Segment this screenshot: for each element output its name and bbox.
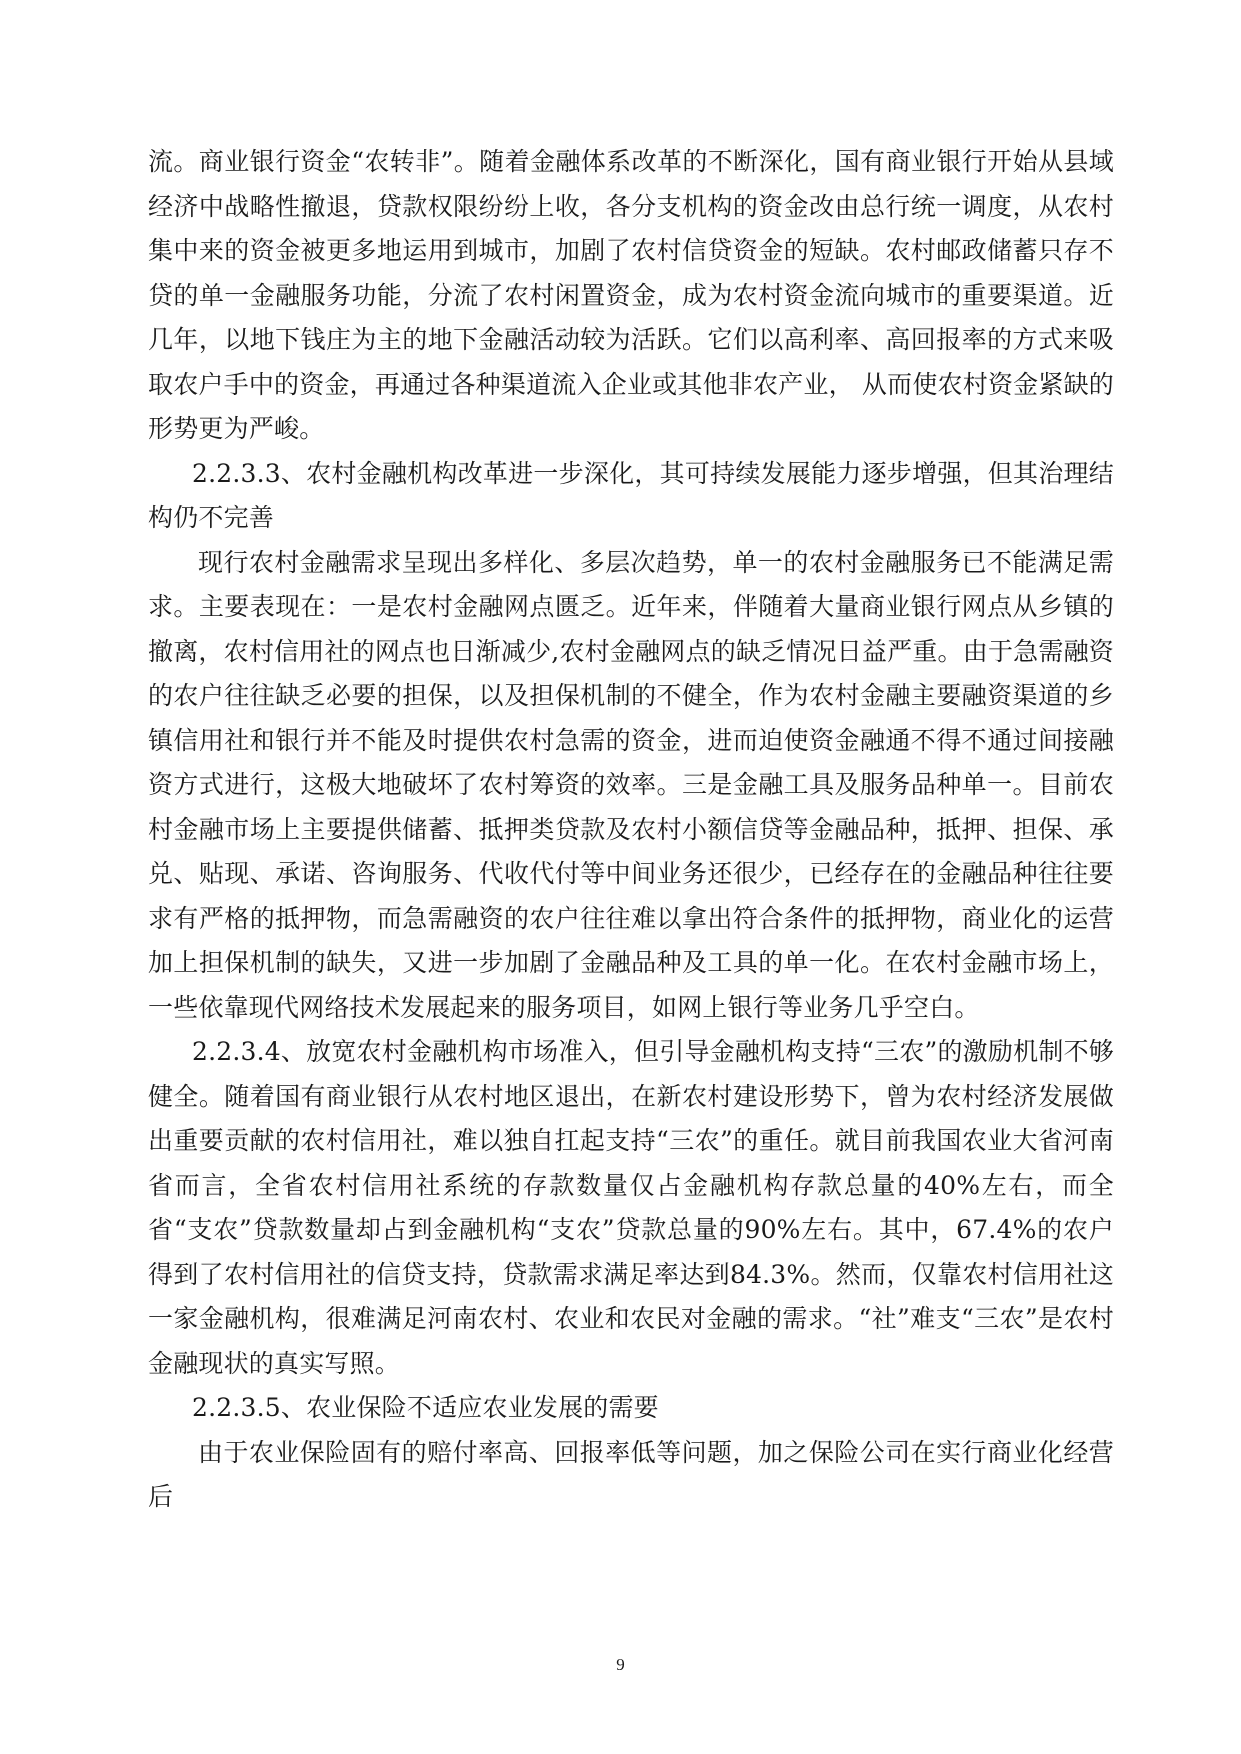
document-body [148,140,1114,1520]
paragraph-agricultural-insurance: 由于农业保险固有的赔付率高、回报率低等问题，加之保险公司在实行商业化经营后 [148,1437,1114,1511]
paragraph-continuation: 流。商业银行资金“农转非”。随着金融体系改革的不断深化，国有商业银行开始从县域经济中战略性撤退，贷款权限纷纷上收，各分支机构的资金改由总行统一调度，从农村集中来的资金被更多地运用到城市，加剧了农村信贷资金的短缺。农村邮政储蓄只存不贷的单一金融服务功能，分流了农村闲置资金，成为农村资金流向城市的重要渠道。近几年，以地下钱庄为主的地下金融活动较为活跃。它们以高利率、高回报率的方式来吸取农户手中的资金，再通过各种渠道流入企业或其他非农产业， 从而使农村资金紧缺的形势更为严峻。 [148,147,1114,443]
section-heading-2-2-3-3: 2.2.3.3、农村金融机构改革进一步深化，其可持续发展能力逐步增强，但其治理结构仍不完善 [148,458,1114,532]
paragraph-rural-finance-demand: 现行农村金融需求呈现出多样化、多层次趋势，单一的农村金融服务已不能满足需求。主要表现在：一是农村金融网点匮乏。近年来，伴随着大量商业银行网点从乡镇的撤离，农村信用社的网点也日渐减少,农村金融网点的缺乏情况日益严重。由于急需融资的农户往往缺乏必要的担保，以及担保机制的不健全，作为农村金融主要融资渠道的乡镇信用社和银行并不能及时提供农村急需的资金，进而迫使资金融通不得不通过间接融资方式进行，这极大地破坏了农村筹资的效率。三是金融工具及服务品种单一。目前农村金融市场上主要提供储蓄、抵押类贷款及农村小额信贷等金融品种，抵押、担保、承兑、贴现、承诺、咨询服务、代收代付等中间业务还很少，已经存在的金融品种往往要求有严格的抵押物，而急需融资的农户往往难以拿出符合条件的抵押物，商业化的运营加上担保机制的缺失，又进一步加剧了金融品种及工具的单一化。在农村金融市场上，一些依靠现代网络技术发展起来的服务项目，如网上银行等业务几乎空白。 [148,547,1114,1022]
section-paragraph-2-2-3-4: 2.2.3.4、放宽农村金融机构市场准入，但引导金融机构支持“三农”的激励机制不够健全。随着国有商业银行从农村地区退出，在新农村建设形势下，曾为农村经济发展做出重要贡献的农村信用社，难以独自扛起支持“三农”的重任。就目前我国农业大省河南省而言，全省农村信用社系统的存款数量仅占金融机构存款总量的40%左右，而全省“支农”贷款数量却占到金融机构“支农”贷款总量的90%左右。其中，67.4%的农户得到了农村信用社的信贷支持，贷款需求满足率达到84.3%。然而，仅靠农村信用社这一家金融机构，很难满足河南农村、农业和农民对金融的需求。“社”难支“三农”是农村金融现状的真实写照。 [148,1037,1114,1378]
section-heading-2-2-3-5: 2.2.3.5、农业保险不适应农业发展的需要 [192,1393,659,1422]
page-number: 9 [616,1655,625,1674]
